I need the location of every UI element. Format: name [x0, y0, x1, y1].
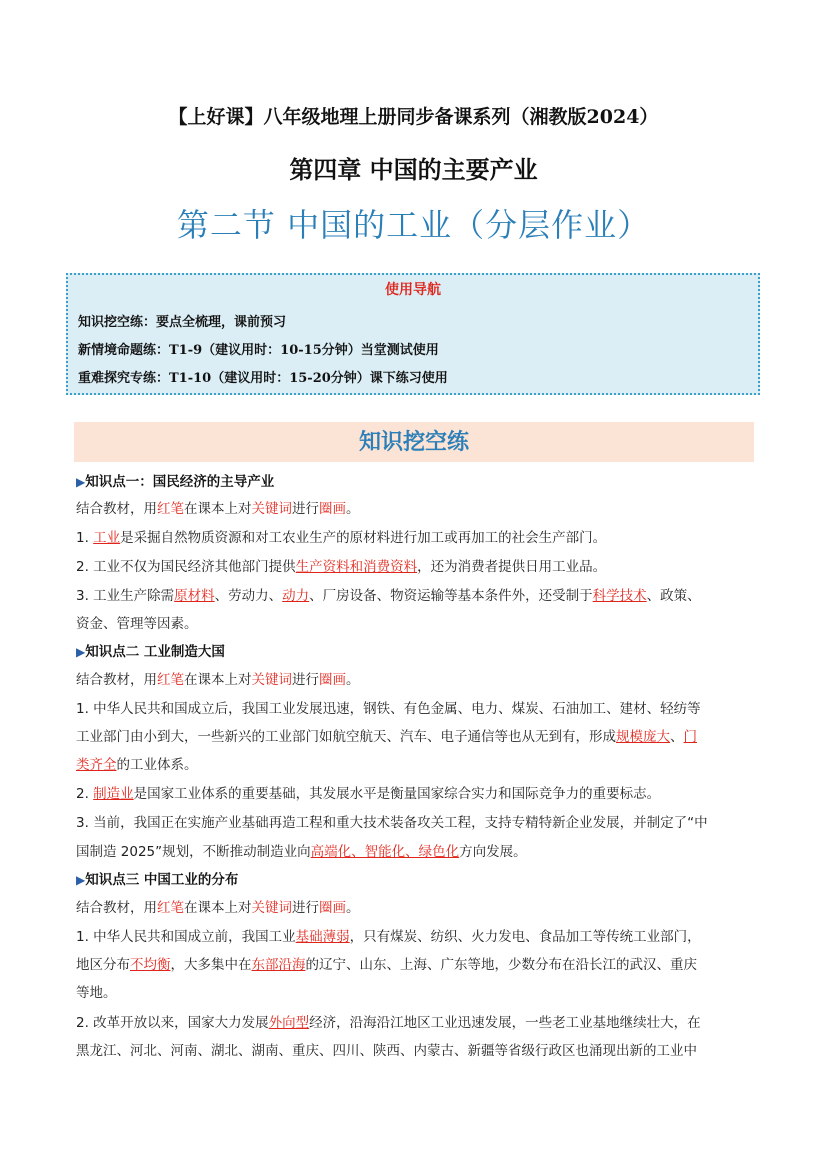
- kp3-item-1-cont2: 等地。: [76, 985, 117, 1001]
- kp2-item-1-cont2: 类齐全的工业体系。: [76, 757, 198, 773]
- chapter-title: 第四章 中国的主要产业: [289, 156, 538, 184]
- kp1-item-1: 1. 工业是采掘自然物质资源和对工农业生产的原材料进行加工或再加工的社会生产部门。: [76, 530, 607, 546]
- triangle-icon: ▶: [76, 645, 86, 659]
- answer-blank: 高端化、智能化、绿色化: [310, 844, 460, 860]
- kp3-item-2: 2. 改革开放以来，国家大力发展外向型经济，沿海沿江地区工业迅速发展，一些老工业基地继续壮大，在: [76, 1015, 701, 1031]
- kp2-item-3: 3. 当前，我国正在实施产业基础再造工程和重大技术装备攻关工程，支持专精特新企业发展，并制定了“中: [76, 815, 708, 831]
- answer-blank: 生产资料和消费资料: [295, 559, 418, 575]
- answer-blank: 门: [683, 729, 697, 745]
- usage-guide-box: [66, 273, 760, 395]
- kp2-instruction: 结合教材，用红笔在课本上对关键词进行圈画。: [76, 672, 360, 688]
- triangle-icon: ▶: [76, 873, 86, 887]
- kp3-title: 知识点三 中国工业的分布: [85, 872, 239, 888]
- kp3-item-1: 1. 中华人民共和国成立前，我国工业基础薄弱，只有煤炭、纺织、火力发电、食品加工等传统工业部门，: [76, 929, 701, 945]
- kp2-item-1: 1. 中华人民共和国成立后，我国工业发展迅速，钢铁、有色金属、电力、煤炭、石油加工、建材、轻纺等: [76, 701, 701, 717]
- kp1-instruction: 结合教材，用红笔在课本上对关键词进行圈画。: [76, 501, 360, 517]
- section-banner: 知识挖空练: [74, 422, 754, 462]
- kp2-title: 知识点二 工业制造大国: [85, 644, 225, 660]
- series-title: 【上好课】八年级地理上册同步备课系列（湘教版2024）: [168, 106, 659, 128]
- answer-blank: 工业: [93, 530, 121, 546]
- kp3-item-1-cont: 地区分布不均衡，大多集中在东部沿海的辽宁、山东、上海、广东等地，少数分布在沿长江的武汉、重庆: [76, 957, 697, 973]
- answer-blank: 动力: [282, 588, 310, 604]
- kp1-heading: [76, 470, 274, 490]
- section-title: 第二节 中国的工业（分层作业）: [176, 206, 651, 244]
- answer-blank: 东部沿海: [251, 957, 306, 973]
- usage-guide-line-1: 知识挖空练：要点全梳理，课前预习: [78, 315, 287, 330]
- kp1-item-3-cont: 资金、管理等因素。: [76, 616, 198, 632]
- answer-blank: 类齐全: [76, 757, 117, 773]
- kp2-item-3-cont: 国制造 2025”规划，不断推动制造业向高端化、智能化、绿色化方向发展。: [76, 844, 527, 860]
- usage-guide-line-3: 重难探究专练：T1-10（建议用时：15-20分钟）课下练习使用: [78, 371, 448, 386]
- usage-guide-line-2: 新情境命题练：T1-9（建议用时：10-15分钟）当堂测试使用: [78, 343, 439, 358]
- kp3-instruction: 结合教材，用红笔在课本上对关键词进行圈画。: [76, 900, 360, 916]
- answer-blank: 规模庞大: [616, 729, 670, 745]
- kp2-heading: [76, 640, 225, 660]
- answer-blank: 外向型: [268, 1015, 310, 1031]
- kp1-title: 知识点一：国民经济的主导产业: [85, 474, 275, 490]
- answer-blank: 不均衡: [130, 957, 171, 973]
- kp1-item-2: 2. 工业不仅为国民经济其他部门提供生产资料和消费资料，还为消费者提供日用工业品。: [76, 559, 607, 575]
- kp2-item-1-cont: 工业部门由小到大，一些新兴的工业部门如航空航天、汽车、电子通信等也从无到有，形成规模庞大、门: [76, 729, 697, 745]
- answer-blank: 制造业: [93, 786, 134, 802]
- kp3-item-2-cont: 黑龙江、河北、河南、湖北、湖南、重庆、四川、陕西、内蒙古、新疆等省级行政区也涌现出新的工业中: [76, 1043, 697, 1059]
- answer-blank: 科学技术: [592, 588, 647, 604]
- answer-blank: 原材料: [174, 588, 215, 604]
- answer-blank: 基础薄弱: [295, 929, 350, 945]
- kp2-item-2: 2. 制造业是国家工业体系的重要基础，其发展水平是衡量国家综合实力和国际竞争力的重要标志。: [76, 786, 661, 802]
- usage-guide-title: 使用导航: [385, 282, 441, 298]
- triangle-icon: ▶: [76, 475, 86, 489]
- kp3-heading: [76, 868, 238, 888]
- kp1-item-3: 3. 工业生产除需原材料、劳动力、动力、厂房设备、物资运输等基本条件外，还受制于科学技术、政策、: [76, 588, 701, 604]
